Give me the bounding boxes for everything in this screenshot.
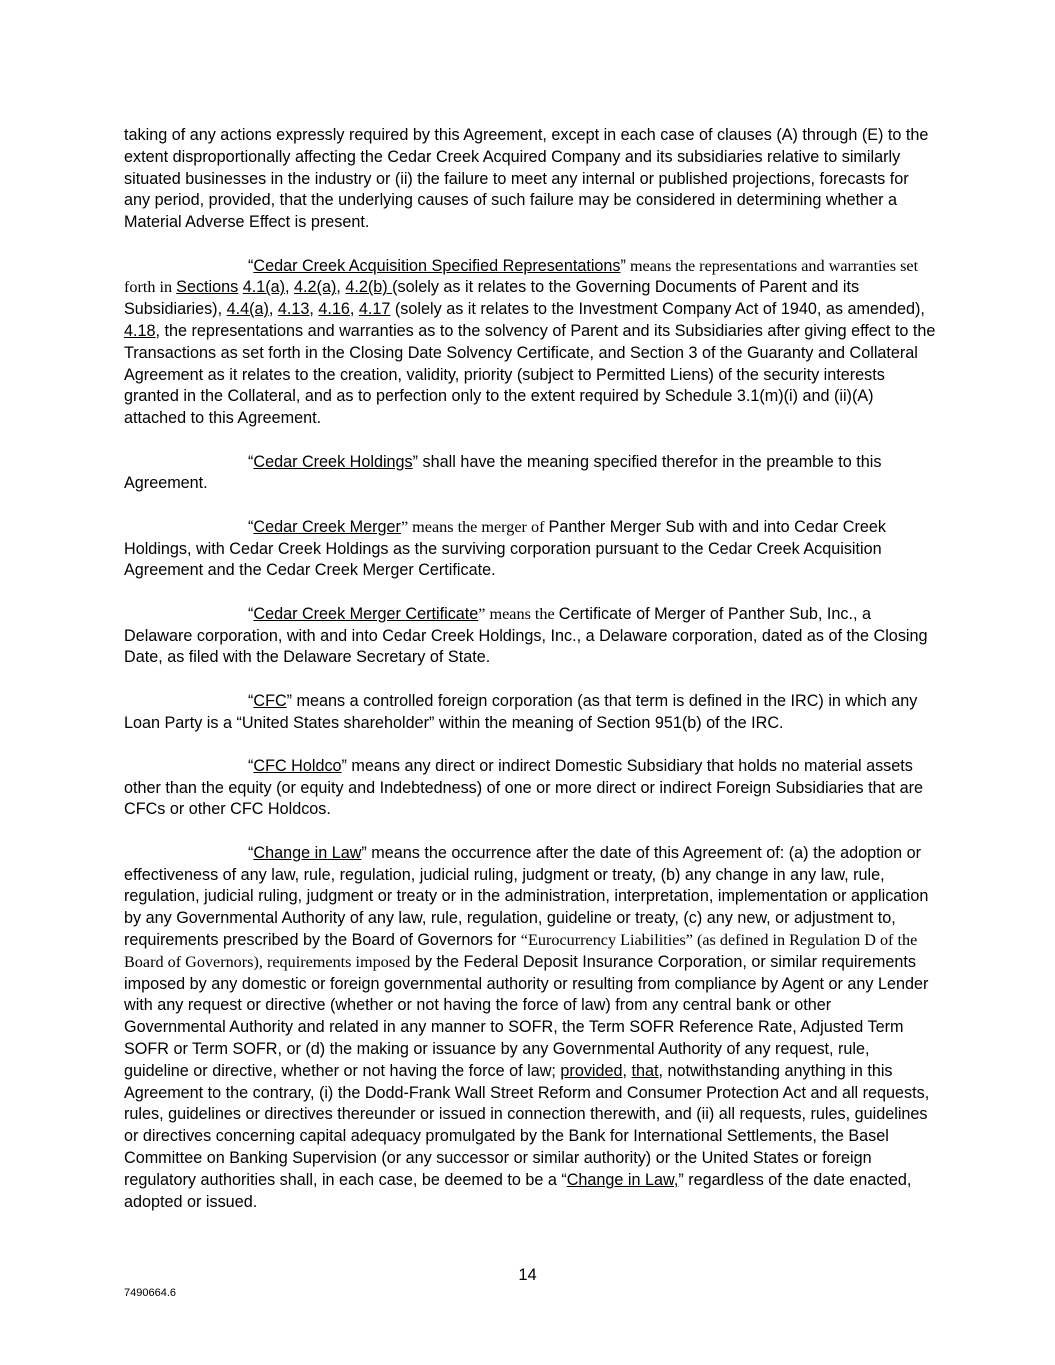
cross-reference: 4.16 xyxy=(318,300,350,319)
defined-term: Change in Law, xyxy=(566,1170,679,1189)
definition-cedar-creek-holdings: “Cedar Creek Holdings” shall have the meaning specified therefor in the preamble to this Agreement. xyxy=(124,452,882,493)
defined-term: Cedar Creek Holdings xyxy=(253,452,413,471)
definition-change-in-law: “Change in Law” means the occurrence after the date of this Agreement of: (a) the adoption or effectiveness of any law, rule, regulation, judicial ruling, judgment or treaty, (b) any change in any law, rule, regulation, judicial ruling, judgment or treaty or in the administration, interpretation, implementation or application by any Governmental Authority of any law, rule, regulation, guideline or treaty, (c) any new, or adjustment to, requirements prescribed by the Board of Governors for “Eurocurrency Liabilities” (as defined in Regulation D of the Board of Governors), requirements imposed by the Federal Deposit Insurance Corporation, or similar requirements imposed by any domestic or foreign governmental authority or resulting from compliance by Agent or any Lender with any request or directive (whether or not having the force of law) from any central bank or other Governmental Authority and related in any manner to SOFR, the Term SOFR Reference Rate, Adjusted Term SOFR or Term SOFR, or (d) the making or issuance by any Governmental Authority of any request, rule, guideline or directive, whether or not having the force of law; provided, that, notwithstanding anything in this Agreement to the contrary, (i) the Dodd-Frank Wall Street Reform and Consumer Protection Act and all requests, rules, guidelines or directives thereunder or issued in connection therewith, and (ii) all requests, rules, guidelines or directives concerning capital adequacy promulgated by the Bank for International Settlements, the Basel Committee on Banking Supervision (or any successor or similar authority) or the United States or foreign regulatory authorities shall, in each case, be deemed to be a “Change in Law,” regardless of the date enacted, adopted or issued. xyxy=(124,843,930,1211)
defined-term: CFC Holdco xyxy=(253,756,342,775)
defined-term: Change in Law xyxy=(253,843,362,862)
defined-term: Cedar Creek Acquisition Specified Representations xyxy=(253,256,621,275)
definition-cedar-creek-merger-certificate: “Cedar Creek Merger Certificate” means the Certificate of Merger of Panther Sub, Inc., a Delaware corporation, with and into Cedar Creek Holdings, Inc., a Delaware corporation, dated as of the Closing Date, as filed with the Delaware Secretary of State. xyxy=(124,604,928,667)
cross-reference: 4.13 xyxy=(277,300,310,319)
definition-cedar-creek-merger: “Cedar Creek Merger” means the merger of Panther Merger Sub with and into Cedar Creek Holdings, with Cedar Creek Holdings as the surviving corporation pursuant to the Cedar Creek Acquisition Agreement and the Cedar Creek Merger Certificate. xyxy=(124,517,886,580)
cross-reference: 4.2(b) xyxy=(345,278,393,297)
defined-term: CFC xyxy=(253,691,287,710)
cross-reference: Sections xyxy=(176,278,239,297)
definition-cedar-creek-acquisition-specified-representations: “Cedar Creek Acquisition Specified Representations” means the representations and warranties set forth in Sections 4.1(a), 4.2(a), 4.2(b) (solely as it relates to the Governing Documents of Parent and its Subsidiaries), 4.4(a), 4.13, 4.16, 4.17 (solely as it relates to the Investment Company Act of 1940, as amended), 4.18, the representations and warranties as to the solvency of Parent and its Subsidiaries after giving effect to the Transactions as set forth in the Closing Date Solvency Certificate, and Section 3 of the Guaranty and Collateral Agreement as it relates to the creation, validity, priority (subject to Permitted Liens) of the security interests granted in the Collateral, and as to perfection only to the extent required by Schedule 3.1(m)(i) and (ii)(A) attached to this Agreement. xyxy=(124,256,936,428)
that-term: that xyxy=(631,1061,659,1080)
cross-reference: 4.2(a) xyxy=(294,278,337,297)
provided-term: provided xyxy=(560,1061,623,1080)
defined-term: Cedar Creek Merger Certificate xyxy=(253,604,479,623)
cross-reference: 4.4(a) xyxy=(226,300,269,319)
cross-reference: 4.1(a) xyxy=(242,278,286,297)
defined-term: Cedar Creek Merger xyxy=(253,517,401,536)
definition-cfc: “CFC” means a controlled foreign corporation (as that term is defined in the IRC) in which any Loan Party is a “United States shareholder” within the meaning of Section 951(b) of the IRC. xyxy=(124,691,918,732)
definition-cfc-holdco: “CFC Holdco” means any direct or indirect Domestic Subsidiary that holds no material assets other than the equity (or equity and Indebtedness) of one or more direct or indirect Foreign Subsidiaries that are CFCs or other CFC Holdcos. xyxy=(124,756,924,819)
page-number: 14 xyxy=(518,1266,537,1284)
cross-reference: 4.18 xyxy=(124,321,156,340)
document-id: 7490664.6 xyxy=(124,1287,176,1299)
cross-reference: 4.17 xyxy=(358,300,391,319)
document-body xyxy=(124,125,936,1213)
paragraph-material-adverse-effect-continued: taking of any actions expressly required by this Agreement, except in each case of clauses (A) through (E) to the extent disproportionally affecting the Cedar Creek Acquired Company and its subsidiaries relative to similarly situated businesses in the industry or (ii) the failure to meet any internal or published projections, forecasts for any period, provided, that the underlying causes of such failure may be considered in determining whether a Material Adverse Effect is present. xyxy=(124,126,929,232)
